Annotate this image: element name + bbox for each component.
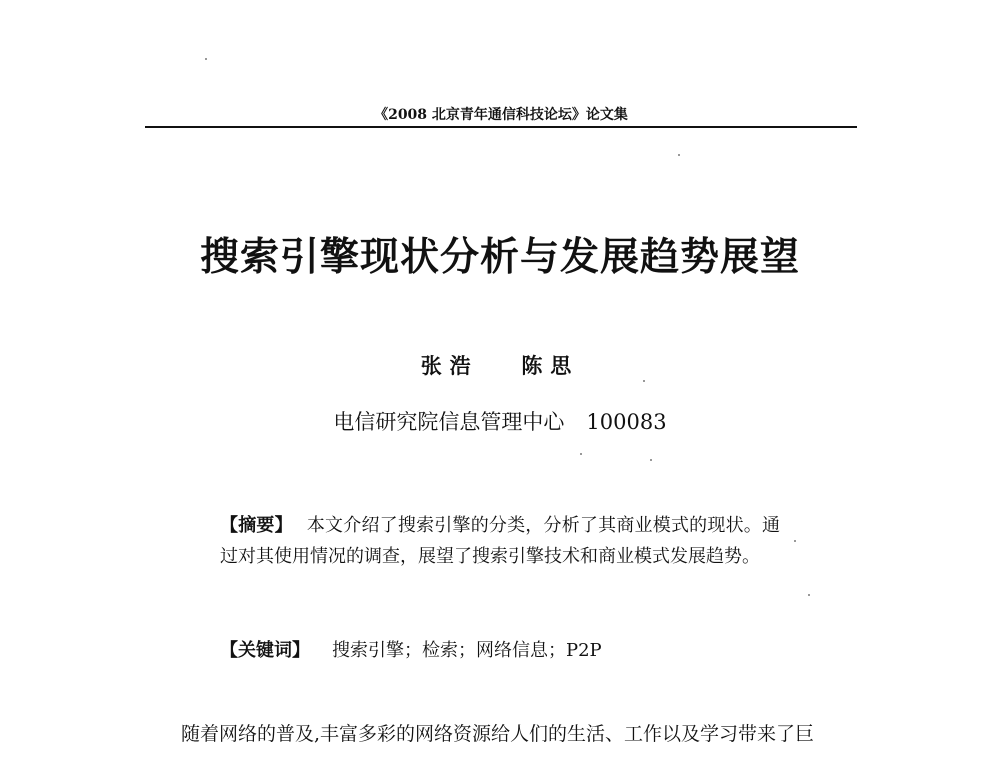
scan-speck [794,540,796,542]
affiliation-postcode: 100083 [586,410,667,434]
keywords-text: 搜索引擎；检索；网络信息；P2P [332,640,602,661]
paper-title: 搜索引擎现状分析与发展趋势展望 [199,234,800,280]
scan-speck [808,594,810,596]
scan-speck [650,459,652,461]
affiliation-name: 电信研究院信息管理中心 [333,410,565,434]
running-header: 《2008 北京青年通信科技论坛》论文集 [374,107,628,123]
keywords [220,636,780,662]
scan-speck [678,154,680,156]
author-name: 陈思 [521,353,580,378]
author-list [0,350,1000,380]
scan-speck [205,58,207,60]
abstract-label: 【摘要】 [220,515,293,536]
keywords-label: 【关键词】 [220,640,310,661]
affiliation [0,406,1000,436]
abstract [220,510,780,572]
author-name: 张浩 [420,353,479,378]
scan-speck [643,380,645,382]
scan-speck [580,453,582,455]
abstract-text: 本文介绍了搜索引擎的分类，分析了其商业模式的现状。通过对其使用情况的调查，展望了搜索引擎技术和商业模式发展趋势。 [220,515,780,567]
header-rule [145,126,857,128]
body-paragraph-first-line: 随着网络的普及,丰富多彩的网络资源给人们的生活、工作以及学习带来了巨 [181,723,815,745]
